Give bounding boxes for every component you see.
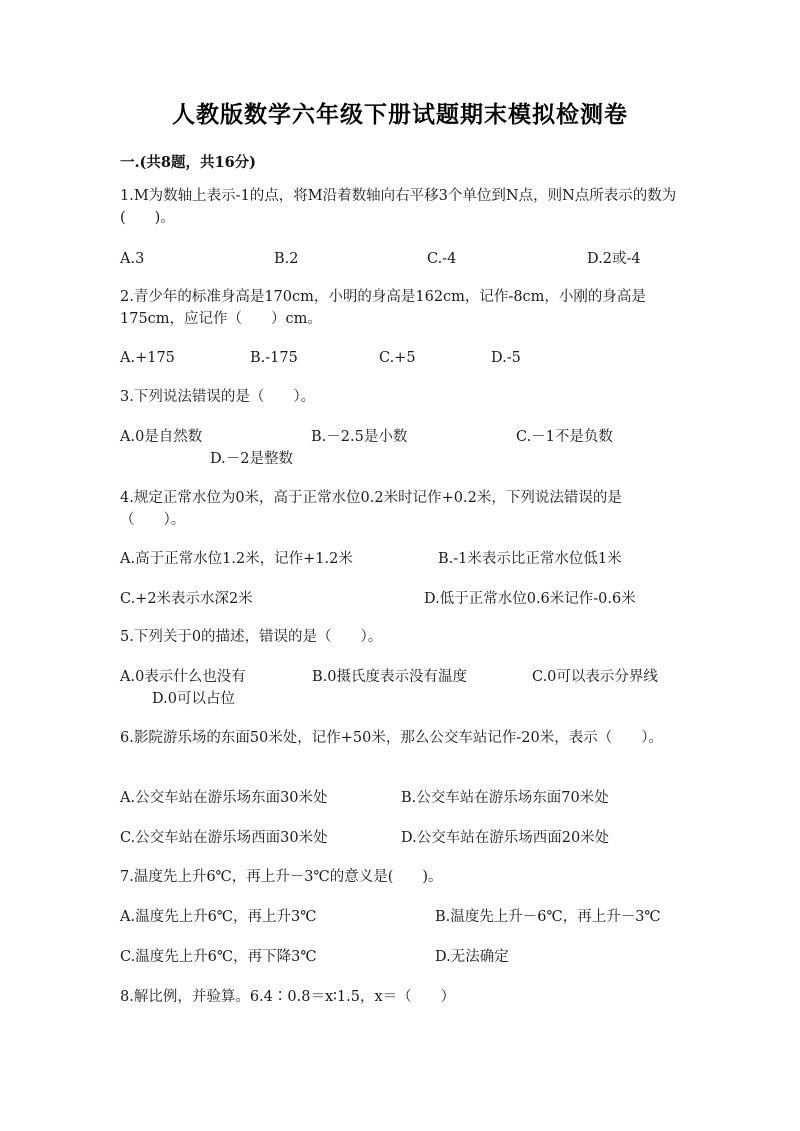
question-5-option-c[interactable]: C.0可以表示分界线 <box>532 669 658 685</box>
question-6-option-c[interactable]: C.公交车站在游乐场西面30米处 <box>120 830 328 846</box>
question-7-option-a[interactable]: A.温度先上升6℃，再上升3℃ <box>120 909 317 925</box>
question-6-stem: 6.影院游乐场的东面50米处，记作+50米，那么公交车站记作-20米，表示（ ）。 <box>120 730 663 746</box>
question-8-stem: 8.解比例，并验算。6.4∶0.8＝x∶1.5，x＝（ ） <box>120 989 456 1005</box>
question-7-option-b[interactable]: B.温度先上升－6℃，再上升－3℃ <box>435 909 661 925</box>
question-6-option-d[interactable]: D.公交车站在游乐场西面20米处 <box>401 830 610 846</box>
question-3-option-a[interactable]: A.0是自然数 <box>120 429 203 445</box>
question-6-option-a[interactable]: A.公交车站在游乐场东面30米处 <box>120 790 328 806</box>
question-3-option-c[interactable]: C.－1不是负数 <box>516 429 613 445</box>
question-2-stem: 2.青少年的标准身高是170cm，小明的身高是162cm，记作-8cm，小刚的身高是175cm，应记作（ ）cm。 <box>120 289 646 327</box>
question-3-option-b[interactable]: B.－2.5是小数 <box>311 429 408 445</box>
question-3-stem: 3.下列说法错误的是（ ）。 <box>120 389 316 405</box>
question-7-stem: 7.温度先上升6℃，再上升－3℃的意义是( )。 <box>120 869 443 885</box>
question-1-option-b[interactable]: B.2 <box>274 251 299 267</box>
question-4-option-d[interactable]: D.低于正常水位0.6米记作-0.6米 <box>424 591 636 607</box>
question-4-stem: 4.规定正常水位为0米，高于正常水位0.2米时记作+0.2米，下列说法错误的是（ ）。 <box>120 490 622 528</box>
question-7-option-d[interactable]: D.无法确定 <box>435 949 509 965</box>
page-title: 人教版数学六年级下册试题期末模拟检测卷 <box>172 101 628 128</box>
question-3-option-d[interactable]: D.－2是整数 <box>210 451 293 467</box>
question-2-option-b[interactable]: B.-175 <box>250 350 298 366</box>
question-5-stem: 5.下列关于0的描述，错误的是（ ）。 <box>120 629 383 645</box>
question-1-stem: 1.M为数轴上表示-1的点，将M沿着数轴向右平移3个单位到N点，则N点所表示的数为( )。 <box>120 188 677 226</box>
question-5-option-d[interactable]: D.0可以占位 <box>152 691 235 707</box>
question-1-option-d[interactable]: D.2或-4 <box>587 251 641 267</box>
question-1-option-c[interactable]: C.-4 <box>427 251 457 267</box>
question-7-option-c[interactable]: C.温度先上升6℃，再下降3℃ <box>120 949 317 965</box>
question-5-option-b[interactable]: B.0摄氏度表示没有温度 <box>312 669 467 685</box>
section-heading: 一.(共8题，共16分) <box>120 154 257 171</box>
question-4-option-c[interactable]: C.+2米表示水深2米 <box>120 591 253 607</box>
question-6-option-b[interactable]: B.公交车站在游乐场东面70米处 <box>401 790 609 806</box>
question-2-option-c[interactable]: C.+5 <box>379 350 416 366</box>
question-2-option-d[interactable]: D.-5 <box>491 350 521 366</box>
question-4-option-b[interactable]: B.-1米表示比正常水位低1米 <box>438 551 622 567</box>
question-2-option-a[interactable]: A.+175 <box>120 350 175 366</box>
question-4-option-a[interactable]: A.高于正常水位1.2米，记作+1.2米 <box>120 551 353 567</box>
question-1-option-a[interactable]: A.3 <box>120 251 145 267</box>
question-5-option-a[interactable]: A.0表示什么也没有 <box>120 669 246 685</box>
